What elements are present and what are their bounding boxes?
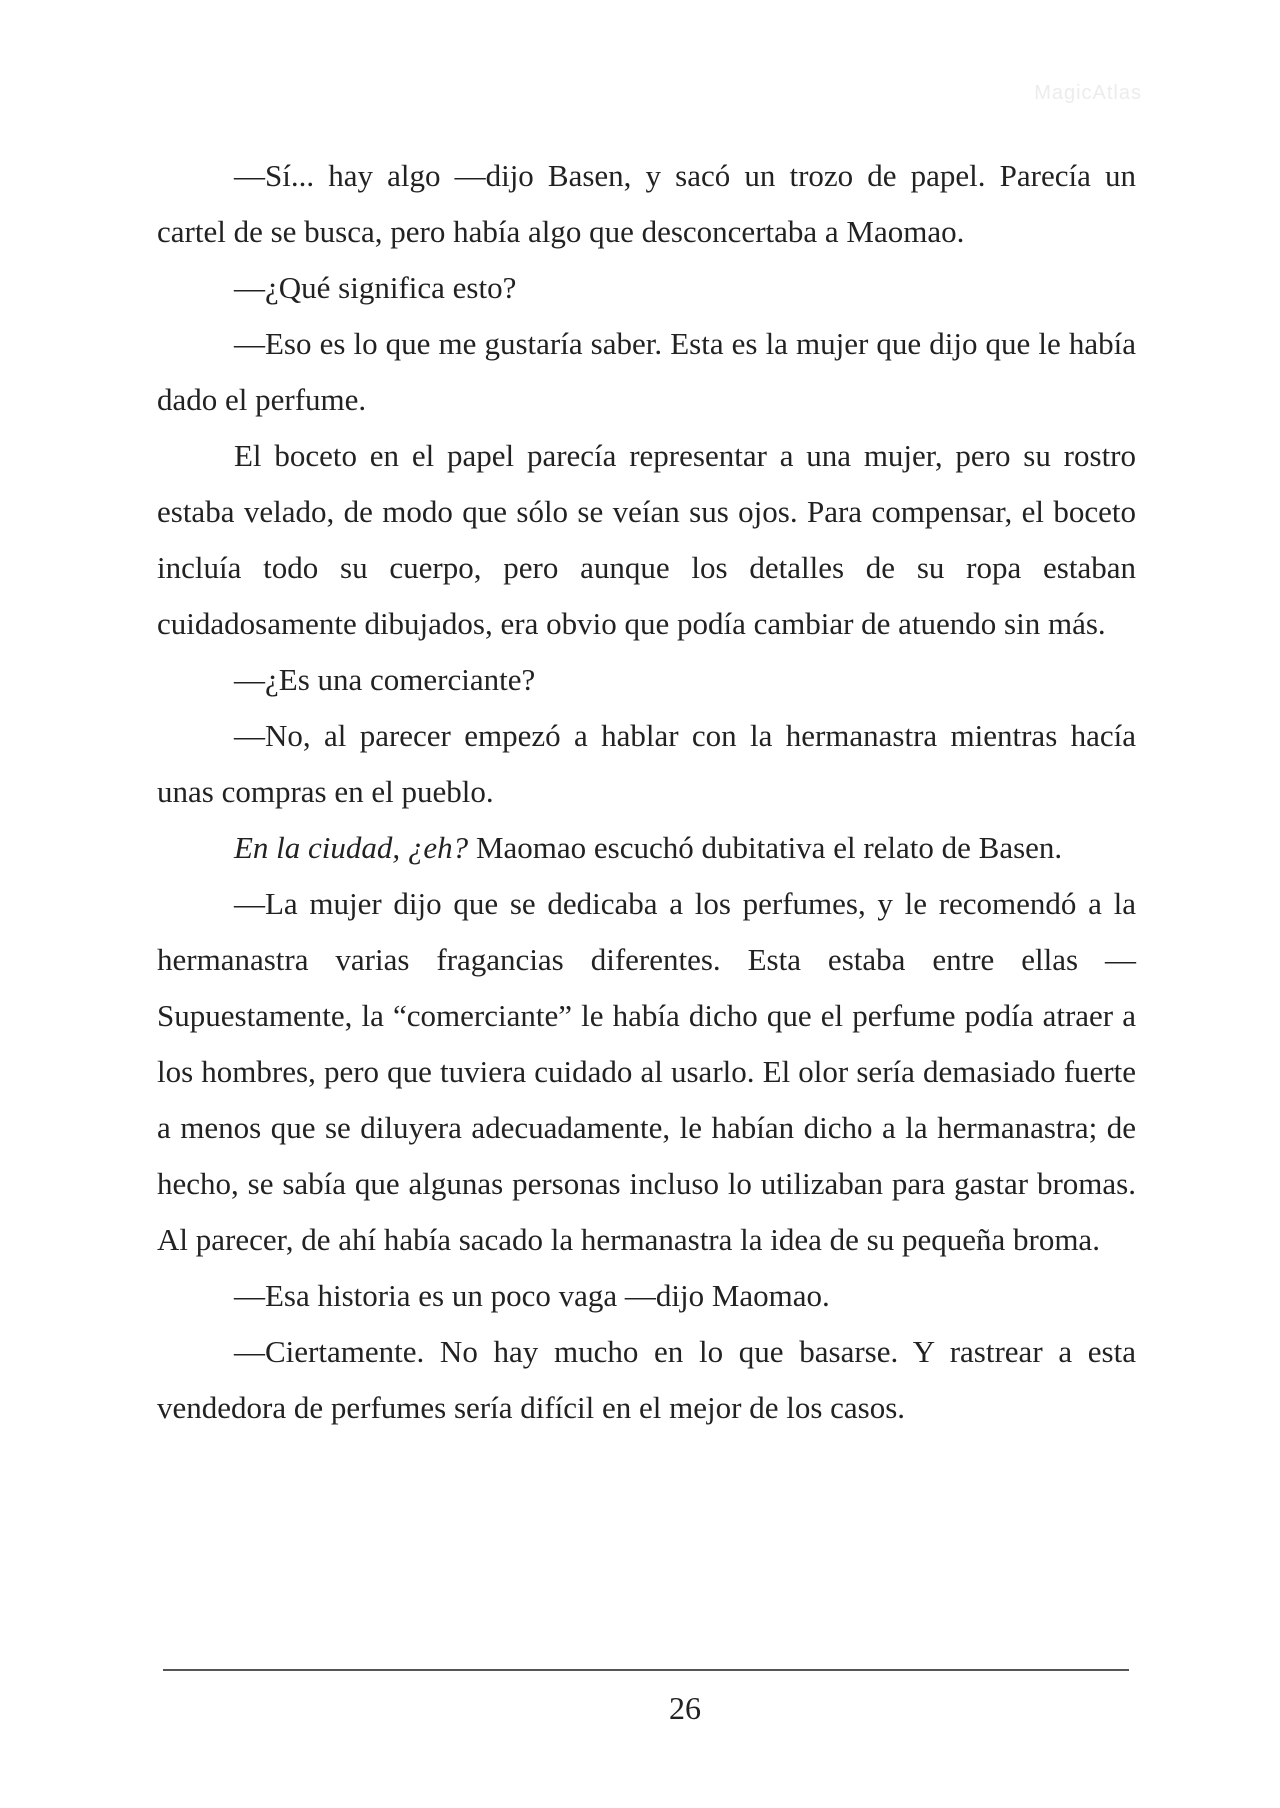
paragraph: —Eso es lo que me gustaría saber. Esta es la mujer que dijo que le había dado el perfume. [157,326,1136,417]
paragraph: —Ciertamente. No hay mucho en lo que basarse. Y rastrear a esta vendedora de perfumes sería difícil en el mejor de los casos. [157,1334,1136,1425]
italic-thought: En la ciudad, ¿eh? [234,830,469,865]
page-number: 26 [669,1690,701,1726]
paragraph: —No, al parecer empezó a hablar con la hermanastra mientras hacía unas compras en el pueblo. [157,718,1136,809]
paragraph: —¿Es una comerciante? [234,662,536,697]
paragraph-rest: Maomao escuchó dubitativa el relato de Basen. [475,830,1063,865]
body-text [157,148,1136,1436]
paragraph: —La mujer dijo que se dedicaba a los perfumes, y le recomendó a la hermanastra varias fragancias diferentes. Esta estaba entre ellas —Supuestamente, la “comerciante” le había dicho que el perfume podía atraer a los hombres, pero que tuviera cuidado al usarlo. El olor sería demasiado fuerte a menos que se diluyera adecuadamente, le habían dicho a la hermanastra; de hecho, se sabía que algunas personas incluso lo utilizaban para gastar bromas. Al parecer, de ahí había sacado la hermanastra la idea de su pequeña broma. [157,886,1136,1257]
paragraph: —Sí... hay algo —dijo Basen, y sacó un trozo de papel. Parecía un cartel de se busca, pero había algo que desconcertaba a Maomao. [157,158,1136,249]
watermark: MagicAtlas [1034,82,1142,104]
paragraph: —¿Qué significa esto? [234,270,517,305]
footer-divider [163,1669,1129,1671]
paragraph [157,820,1136,876]
paragraph: —Esa historia es un poco vaga —dijo Maomao. [234,1278,830,1313]
paragraph: El boceto en el papel parecía representar a una mujer, pero su rostro estaba velado, de modo que sólo se veían sus ojos. Para compensar, el boceto incluía todo su cuerpo, pero aunque los detalles de su ropa estaban cuidadosamente dibujados, era obvio que podía cambiar de atuendo sin más. [157,438,1136,641]
